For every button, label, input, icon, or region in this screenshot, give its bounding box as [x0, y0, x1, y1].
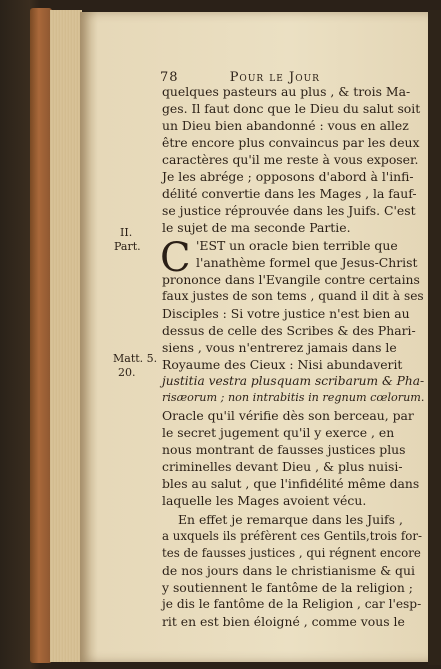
- margin-note-part-number: II.: [120, 226, 133, 239]
- margin-note-citation: Matt. 5.: [113, 352, 158, 365]
- text-line: quelques pasteurs au plus , & trois Ma-: [162, 84, 411, 99]
- text-line: 'EST un oracle bien terrible que: [196, 238, 398, 253]
- text-line-latin: risæorum ; non intrabitis in regnum cœlorum.: [162, 391, 425, 404]
- page-edges: [50, 10, 82, 662]
- text-line: ges. Il faut donc que le Dieu du salut soit: [162, 101, 421, 116]
- text-line: siens , vous n'entrerez jamais dans le: [162, 340, 397, 355]
- text-line: tes de fausses justices , qui régnent encore: [162, 546, 421, 560]
- text-line: le sujet de ma seconde Partie.: [162, 220, 351, 235]
- text-line: un Dieu bien abandonné : vous en allez: [162, 118, 409, 133]
- book-cover-left: [30, 8, 52, 663]
- text-line: l'anathème formel que Jesus-Christ: [196, 255, 418, 270]
- text-line: de nos jours dans le christianisme & qui: [162, 563, 415, 578]
- text-line: Je les abrége ; opposons d'abord à l'infi-: [162, 169, 414, 184]
- text-line: bles au salut , que l'infidélité même dans: [162, 476, 420, 491]
- text-line: nous montrant de fausses justices plus: [162, 442, 406, 457]
- text-line: dessus de celle des Scribes & des Phari-: [162, 323, 416, 338]
- text-line: En effet je remarque dans les Juifs ,: [178, 512, 403, 527]
- page-number: 78: [160, 70, 179, 85]
- text-line: délité convertie dans les Mages , la fauf-: [162, 186, 417, 201]
- running-header: [160, 70, 320, 85]
- text-line: Disciples : Si votre justice n'est bien au: [162, 306, 410, 321]
- margin-note-citation-verse: 20.: [118, 366, 136, 379]
- text-line-latin: justitia vestra plusquam scribarum & Pha-: [162, 374, 425, 388]
- text-line: a uxquels ils préfèrent ces Gentils,trois for-: [162, 529, 422, 543]
- text-line: y soutiennent le fantôme de la religion ;: [162, 580, 413, 595]
- text-line: se justice réprouvée dans les Juifs. C'est: [162, 203, 416, 218]
- text-line: caractères qu'il me reste à vous exposer.: [162, 152, 419, 167]
- text-line: le secret jugement qu'il y exerce , en: [162, 425, 395, 440]
- text-line: prononce dans l'Evangile contre certains: [162, 272, 420, 287]
- drop-cap: C: [160, 235, 191, 281]
- text-line: je dis le fantôme de la Religion , car l'esp-: [162, 597, 422, 611]
- text-line: laquelle les Mages avoient vécu.: [162, 493, 367, 508]
- running-title: Pour le Jour: [229, 70, 320, 85]
- text-line: Royaume des Cieux : Nisi abundaverit: [162, 357, 403, 372]
- book-cover-right: [428, 10, 441, 665]
- text-line: être encore plus convaincus par les deux: [162, 135, 420, 150]
- text-line: rit en est bien éloigné , comme vous le: [162, 614, 405, 629]
- text-line: criminelles devant Dieu , & plus nuisi-: [162, 459, 403, 474]
- margin-note-part-label: Part.: [114, 240, 141, 253]
- text-line: faux justes de son tems , quand il dit à ses: [162, 289, 424, 303]
- text-line: Oracle qu'il vérifie dès son berceau, par: [162, 408, 414, 423]
